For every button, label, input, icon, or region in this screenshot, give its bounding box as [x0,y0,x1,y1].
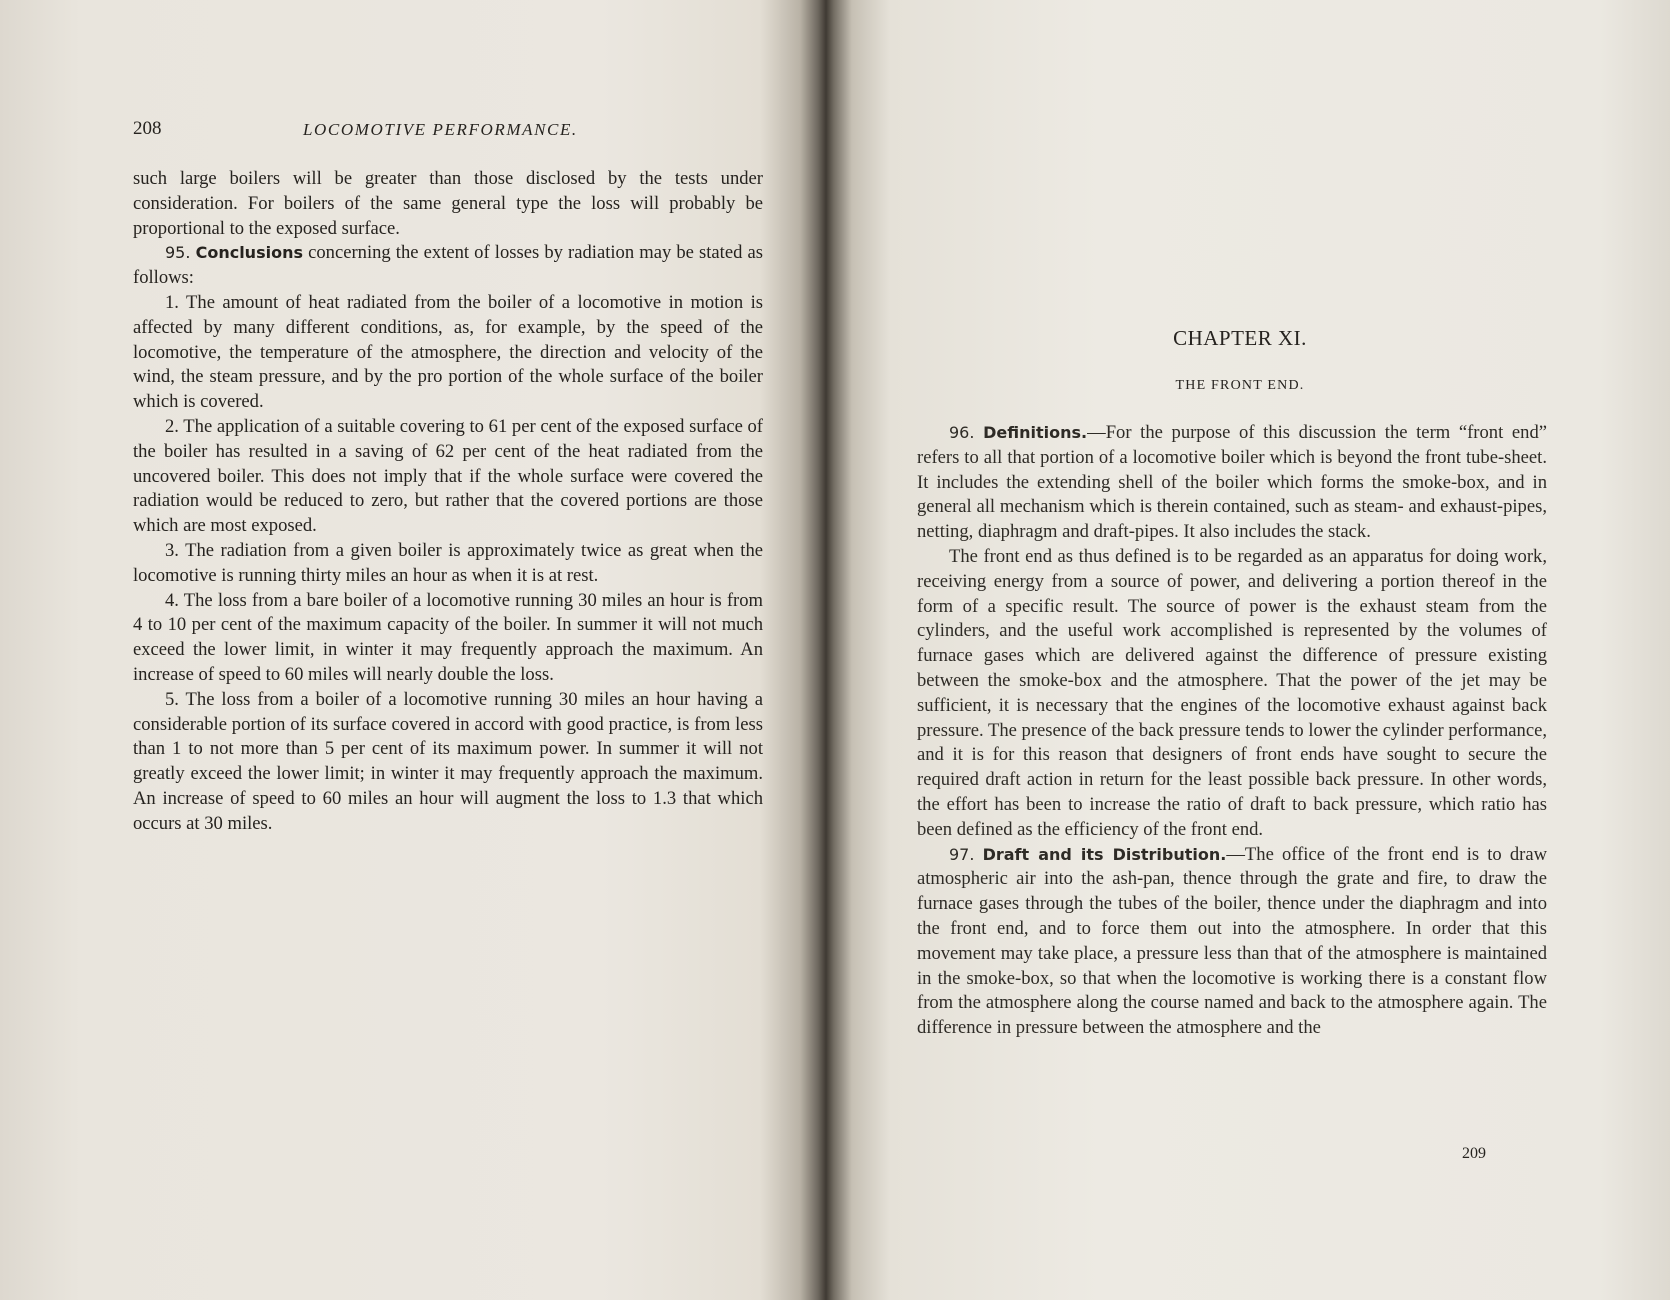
section-heading: Draft and its Distribution. [982,844,1227,864]
right-body-text [917,421,1547,1041]
page-number-left: 208 [133,118,162,139]
section-number: 95. [165,243,191,263]
paragraph-95 [133,241,763,291]
conclusion-5: 5. The loss from a boiler of a locomotive running 30 miles an hour having a considerable portion of its surface covered in accord with good practice, is from less than 1 to not more than 5 per cent of its maximum power. In summer it will not greatly exceed the lower limit; in winter it may frequently approach the maximum. An increase of speed to 60 miles an hour will augment the loss to 1.3 that which occurs at 30 miles. [133,688,763,834]
conclusion-1: 1. The amount of heat radiated from the boiler of a locomotive in motion is affected by many different conditions, as, for example, by the speed of the locomotive, the temperature of the atmosphere, the direction and velocity of the wind, the steam pressure, and by the pro portion of the whole surface of the boiler which is covered. [133,291,763,413]
right-page [834,0,1670,1300]
conclusion-4: 4. The loss from a bare boiler of a locomotive running 30 miles an hour is from 4 to 10 per cent of the maximum capacity of the boiler. In summer it will not much exceed the lower limit, in winter it may frequently approach the maximum. An increase of speed to 60 miles will nearly double the loss. [133,589,763,685]
chapter-title [834,326,1670,351]
paragraph-96 [917,421,1547,545]
left-body-text [133,167,763,837]
chapter-subtitle-text: THE FRONT END. [1175,378,1305,393]
running-head [133,118,763,144]
paragraph-97 [917,843,1547,1041]
section-heading: Definitions. [983,423,1088,442]
paragraph-front-end: The front end as thus defined is to be regarded as an apparatus for doing work, receiving energy from a source of power, and delivering a portion thereof in the form of a specific result. The source of power is the exhaust steam from the cylinders, and the useful work accomplished is represented by the volumes of furnace gases which are delivered against the difference of pressure existing between the smoke-box and the atmosphere. That the power of the jet may be sufficient, it is necessary that the engines of the locomotive exhaust against back pressure. The presence of the back pressure tends to lower the cylinder performance, and it is for this reason that designers of front ends have sought to secure the required draft action in return for the least possible back pressure. In other words, the effort has been to increase the ratio of draft to back pressure, which ratio has been defined as the efficiency of the front end. [917,545,1547,840]
chapter-subtitle [834,378,1670,394]
left-page [0,0,818,1300]
conclusion-3: 3. The radiation from a given boiler is approximately twice as great when the locomotive is running thirty miles an hour as when it is at rest. [133,539,763,586]
section-number: 97. [949,844,975,864]
paragraph-text: —For the purpose of this discussion the term “front end” refers to all that portion of a locomotive boiler which is beyond the front tube-sheet. It includes the extending shell of the boiler which forms the smoke-box, and in general all mechanism which is therein contained, such as steam- and exhaust-pipes, netting, diaphragm and draft-pipes. It also includes the stack. [917,422,1547,543]
paragraph-text: —The office of the front end is to draw atmospheric air into the ash-pan, thence through the grate and fire, to draw the furnace gases through the tubes of the boiler, thence under the diaphragm and into the front end, and to force them out into the atmosphere. In order that this movement may take place, a pressure less than that of the atmosphere is maintained in the smoke-box, so that when the locomotive is working there is a constant flow from the atmosphere along the course named and back to the atmosphere again. The difference in pressure between the atmosphere and the [917,843,1548,1039]
running-title: LOCOMOTIVE PERFORMANCE. [303,120,578,139]
page-number-right: 209 [1462,1145,1486,1162]
section-heading: Conclusions [195,243,303,263]
conclusion-2: 2. The application of a suitable covering to 61 per cent of the exposed surface of the boiler has resulted in a saving of 62 per cent of the heat radiated from the uncovered boiler. This does not imply that if the whole surface were covered the radiation would be reduced to zero, but rather that the covered portions are those which are most exposed. [133,415,763,537]
section-number: 96. [949,423,975,442]
paragraph-continuation: such large boilers will be greater than those disclosed by the tests under consideration. For boilers of the same general type the loss will probably be proportional to the exposed surface. [133,168,763,239]
chapter-title-text: CHAPTER XI. [1173,326,1307,350]
paragraph-text: concerning the extent of losses by radiation may be stated as follows: [133,242,763,289]
